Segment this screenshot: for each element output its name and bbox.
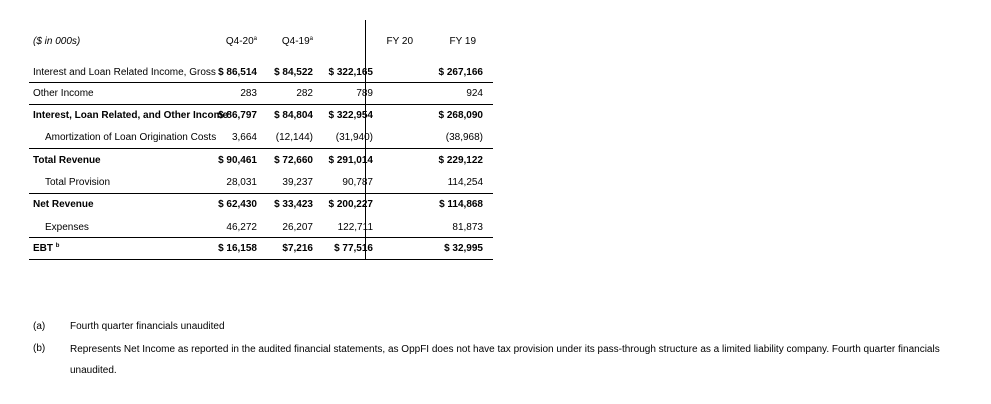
row-label-other-income: Other Income [33,88,94,99]
row-label-total-revenue: Total Revenue [33,155,101,166]
footnote-text: Fourth quarter financials unaudited [70,321,225,332]
row-label-net-revenue: Net Revenue [33,199,94,210]
row-divider [29,104,493,105]
cell-value: (12,144) [275,132,313,143]
cell-value: $ 200,227 [328,199,373,210]
cell-value: 90,787 [342,177,373,188]
cell-value: $ 267,166 [438,67,483,78]
cell-value: $ 84,804 [274,110,313,121]
cell-value: 282 [296,88,313,99]
cell-value: 81,873 [452,222,483,233]
table-bottom-line [29,259,493,260]
cell-value: 789 [356,88,373,99]
cell-value: 28,031 [226,177,257,188]
cell-value: $ 16,158 [218,243,257,254]
row-label-amortization: Amortization of Loan Origination Costs [45,132,217,143]
cell-value: (38,968) [445,132,483,143]
row-label-interest-loan-other: Interest, Loan Related, and Other Income [33,110,229,121]
unit-label: ($ in 000s) [33,36,81,47]
cell-value: $ 86,514 [218,67,257,78]
row-label-ebt: EBT $^b$ [33,243,60,254]
cell-value: $ 322,165 [328,67,373,78]
cell-value: $ 268,090 [438,110,483,121]
cell-value: $ 33,423 [274,199,313,210]
row-divider [29,82,493,83]
col-header-fy-19: FY 19 [449,36,476,47]
cell-value: 26,207 [282,222,313,233]
cell-value: (31,940) [335,132,373,143]
cell-value: $ 229,122 [438,155,483,166]
cell-value: $ 84,522 [274,67,313,78]
cell-value: $ 72,660 [274,155,313,166]
cell-value: $ 32,995 [444,243,483,254]
cell-value: 122,711 [337,222,373,233]
cell-value: 46,272 [226,222,257,233]
footnote-label: (a) [33,321,46,332]
cell-value: 114,254 [447,177,483,188]
cell-value: $ 322,954 [328,110,373,121]
row-label-total-provision: Total Provision [45,177,111,188]
row-divider [29,193,493,194]
cell-value: $ 90,461 [218,155,257,166]
cell-value: $7,216 [282,243,313,254]
footnote-label: (b) [33,343,46,354]
row-divider [29,237,493,238]
cell-value: $ 77,516 [334,243,373,254]
financial-table [29,30,493,260]
cell-value: 283 [240,88,257,99]
cell-value: $ 62,430 [218,199,257,210]
cell-value: $ 86,797 [218,110,257,121]
col-header-q4-20: Q4-20$^a$ [225,36,257,47]
row-divider [29,148,493,149]
cell-value: 924 [466,88,483,99]
col-header-fy-20: FY 20 [386,36,413,47]
footnote-text: Represents Net Income as reported in the audited financial statements, as OppFI does not have tax provision under its pass-through structure as a limited liability company. Fourth quarter financials unaudited. [70,344,940,376]
col-header-q4-19: Q4-19$^a$ [281,36,313,47]
row-label-interest-gross: Interest and Loan Related Income, Gross [33,67,216,78]
row-label-expenses: Expenses [45,222,89,233]
cell-value: 3,664 [231,132,257,143]
cell-value: $ 291,014 [328,155,373,166]
cell-value: 39,237 [282,177,313,188]
cell-value: $ 114,868 [439,199,483,210]
